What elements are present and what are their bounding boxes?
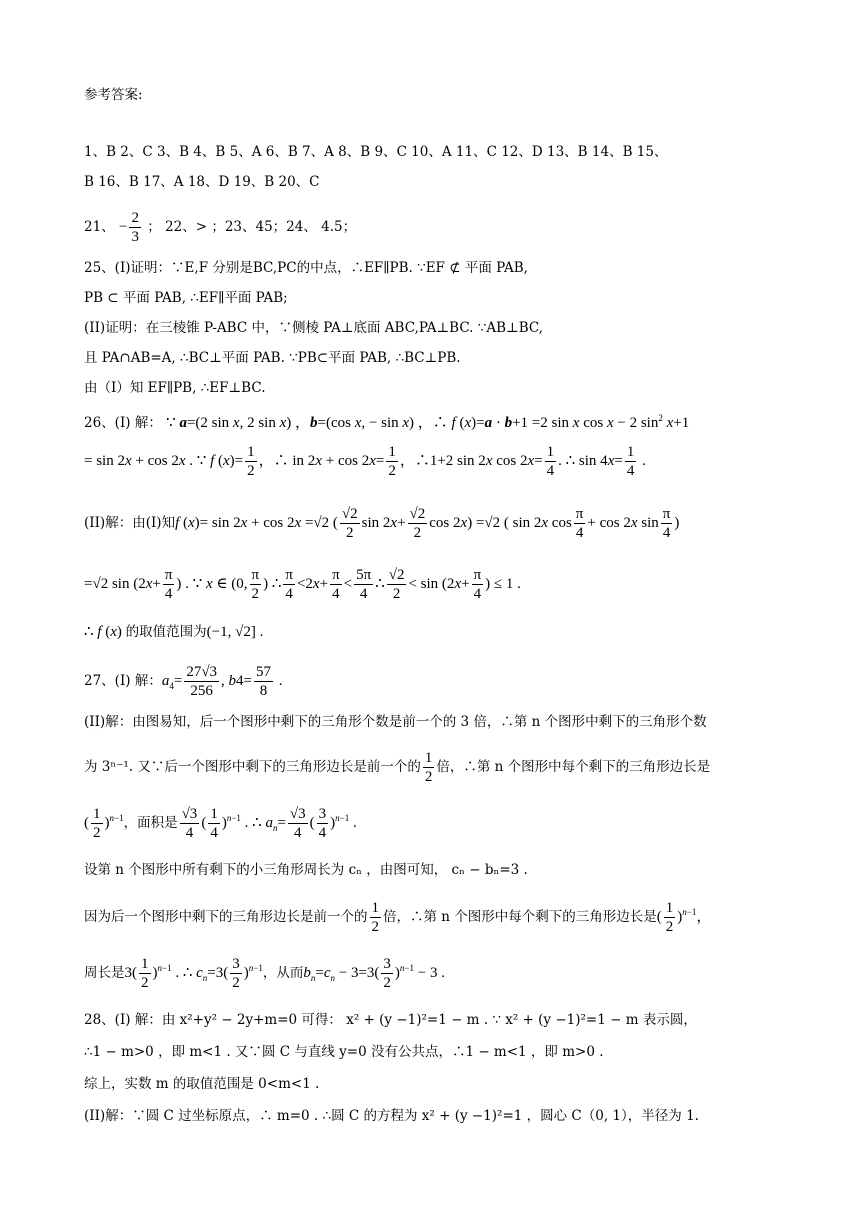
fill-minus: − [118,219,128,235]
fill-answers-line [84,210,356,245]
choice-answers-line-2: B 16、B 17、A 18、D 19、B 20、C [84,174,320,190]
q25-line-2: PB ⊂ 平面 PAB, ∴EF∥平面 PAB; [84,290,288,306]
q27-line-3: 为 3ⁿ⁻¹. 又∵后一个图形中剩下的三角形边长是前一个的 $\frac{1}{2}$ 倍，∴第 n 个图形中每个剩下的三角形边长是 [84,750,711,785]
q27-line-1: 27、(I) 解：$a_4=$ $\frac{27√3}{256}$ , b4= $\frac{57}{8}$ . [84,664,283,699]
q28-line-1: 28、(I) 解：由 x²+y² − 2y+m=0 可得： x² + (y −1)²=1 − m . ∵ x² + (y −1)²=1 − m 表示圆， [84,1012,697,1028]
q25-line-5: 由（I）知 EF∥PB, ∴EF⊥BC. [84,380,266,396]
q27-line-5: 设第 n 个图形中所有剩下的小三角形周长为 cₙ ，由图可知， cₙ − bₙ=3 . [84,862,528,878]
q28-line-3: 综上，实数 m 的取值范围是 0<m<1 . [84,1076,320,1092]
fill-fraction: $\frac{2}{3}$ [131,210,139,245]
q26-line-2: = sin 2x + cos 2x . ∵ f (x)= $\frac{1}{2}$ ，∴ in 2x + cos 2x= $\frac{1}{2}$ ，∴1+2 sin 2x cos 2x= $\frac{1}{4}$ . ∴ sin 4x= $\frac{1}{4}$ . [84,444,646,479]
q28-line-2: ∴1 − m>0 ，即 m<1 . 又∵圆 C 与直线 y=0 没有公共点，∴1 − m<1 ，即 m>0 . [84,1044,604,1060]
q26-line-1: 26、(I) 解： ∵ a=(2 sin x, 2 sin x) ，b=(cos x, − sin x) ，∴ f (x)=a · b+1 =2 sin x cos x − 2 $\sin^2 x+1$ [84,413,690,431]
q26-line-3: (II)解：由(I)知f (x)= sin 2x + cos 2x =√2 ( $\frac{√2}{2}$ sin 2x+ $\frac{√2}{2}$ cos 2x) =√2 ( sin 2x cos $\frac{\pi}{4}$ + cos 2x sin $\frac{\pi}{4}$ ) [84,506,680,541]
q26-conclusion: ∴ f (x) 的取值范围为(−1, √2] . [84,624,264,640]
choice-answers-line-1: 1、B 2、C 3、B 4、B 5、A 6、B 7、A 8、B 9、C 10、A 11、C 12、D 13、B 14、B 15、 [84,144,668,160]
q28-line-4: (II)解：∵圆 C 过坐标原点，∴ m=0 . ∴圆 C 的方程为 x² + (y −1)²=1 ，圆心 C（0, 1），半径为 1. [84,1108,699,1124]
q25-line-3: (II)证明：在三棱锥 P-ABC 中，∵侧棱 PA⊥底面 ABC,PA⊥BC. ∵AB⊥BC, [84,320,544,336]
q27-line-4: ( $\frac{1}{2}$ )$^{n-1}$，面积是 $\frac{√3}{4}$ ( $\frac{1}{4}$ )$^{n-1}$ . ∴ $a_n=$ $\frac{√3}{4}$ ( $\frac{3}{4}$ )$^{n-1}$ . [84,806,357,841]
q27-line-7: 周长是3( $\frac{1}{2}$ )$^{n-1}$ . ∴ $c_n=3$( $\frac{3}{2}$ )$^{n-1}$，从而$b_n=c_n - 3=3$( $\frac{3}{2}$ )$^{n-1}$ − 3 . [84,956,445,991]
q27-line-6: 因为后一个图形中剩下的三角形边长是前一个的 $\frac{1}{2}$ 倍，∴第 n 个图形中每个剩下的三角形边长是( $\frac{1}{2}$ )$^{n-1}$， [84,900,712,935]
fill-rest: ； 22、> ；23、45；24、 4.5； [147,219,357,235]
q25-line-1: 25、(I)证明：∵E,F 分别是BC,PC的中点，∴EF∥PB. ∵EF ⊄ 平面 PAB, [84,260,528,276]
q26-line-4: =√2 sin (2x+ $\frac{\pi}{4}$ ) . ∵ x ∈ (0, $\frac{\pi}{2}$ ) ∴ $\frac{\pi}{4}$ <2x+ $\frac{\pi}{4}$ < $\frac{5\pi}{4}$ ∴ $\frac{√2}{2}$ < sin (2x+ $\frac{\pi}{4}$ ) ≤ 1 . [84,567,521,602]
q25-line-4: 且 PA∩AB=A, ∴BC⊥平面 PAB. ∵PB⊂平面 PAB, ∴BC⊥PB. [84,350,461,366]
page-heading: 参考答案: [84,87,143,103]
fill-prefix: 21、 [84,219,115,235]
q27-line-2: (II)解：由图易知，后一个图形中剩下的三角形个数是前一个的 3 倍，∴第 n 个图形中剩下的三角形个数 [84,714,707,730]
